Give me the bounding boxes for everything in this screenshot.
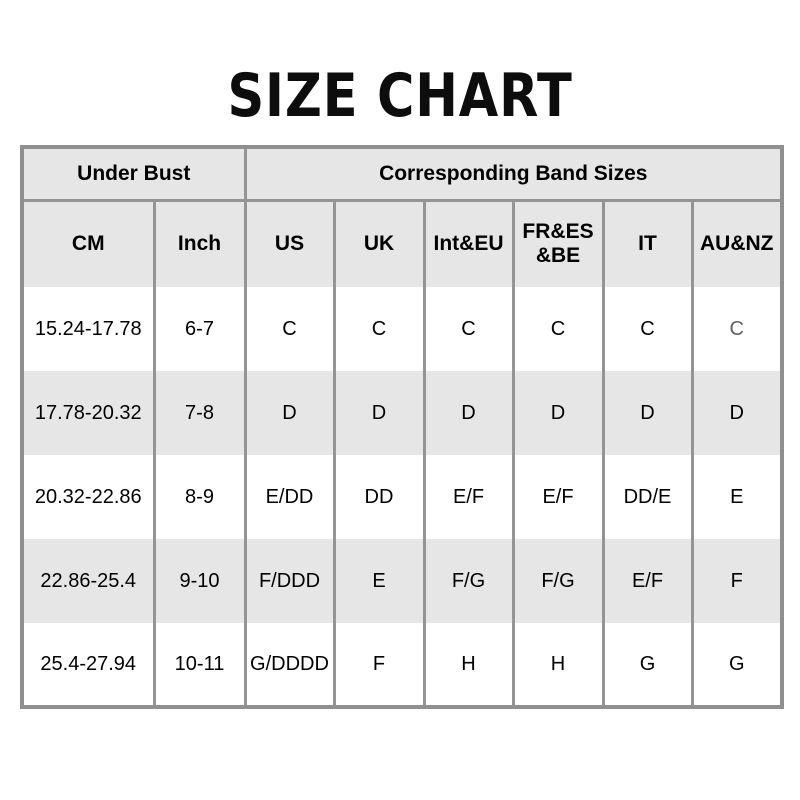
table-row: [22, 455, 782, 539]
table-cell: 15.24-17.78: [22, 287, 154, 371]
table-cell: D: [334, 371, 424, 455]
table-cell: E: [692, 455, 782, 539]
table-cell: DD/E: [603, 455, 692, 539]
table-cell: D: [603, 371, 692, 455]
column-header-int-eu: Int&EU: [424, 200, 513, 287]
table-cell: 25.4-27.94: [22, 623, 154, 707]
table-cell: 6-7: [154, 287, 245, 371]
size-chart-table-wrap: [20, 145, 780, 709]
table-cell: C: [424, 287, 513, 371]
table-cell: 7-8: [154, 371, 245, 455]
group-header-under-bust: Under Bust: [22, 147, 245, 200]
table-cell: C: [603, 287, 692, 371]
table-cell: C: [245, 287, 334, 371]
column-header-it: IT: [603, 200, 692, 287]
column-header-fr-es-be: FR&ES &BE: [513, 200, 603, 287]
page-title-wrap: [0, 0, 800, 131]
table-cell: E/F: [513, 455, 603, 539]
table-cell: H: [424, 623, 513, 707]
table-cell: H: [513, 623, 603, 707]
table-row: [22, 623, 782, 707]
size-chart-table: [20, 145, 784, 709]
table-row: [22, 539, 782, 623]
group-header-row: [22, 147, 782, 200]
table-cell: 10-11: [154, 623, 245, 707]
table-cell: C: [334, 287, 424, 371]
column-header-us: US: [245, 200, 334, 287]
column-header-inch: Inch: [154, 200, 245, 287]
table-cell: F/DDD: [245, 539, 334, 623]
table-cell: D: [513, 371, 603, 455]
table-cell: 22.86-25.4: [22, 539, 154, 623]
table-row: [22, 371, 782, 455]
table-cell: G: [603, 623, 692, 707]
table-cell: G: [692, 623, 782, 707]
table-cell: E/F: [603, 539, 692, 623]
table-cell: F: [692, 539, 782, 623]
table-cell: F/G: [424, 539, 513, 623]
table-cell: D: [424, 371, 513, 455]
table-cell: 17.78-20.32: [22, 371, 154, 455]
table-row: [22, 287, 782, 371]
column-header-row: [22, 200, 782, 287]
table-cell: G/DDDD: [245, 623, 334, 707]
table-cell: 9-10: [154, 539, 245, 623]
table-cell: DD: [334, 455, 424, 539]
table-cell: F: [334, 623, 424, 707]
page-title: SIZE CHART: [227, 61, 573, 131]
table-cell: E/DD: [245, 455, 334, 539]
table-cell: E/F: [424, 455, 513, 539]
table-cell: 20.32-22.86: [22, 455, 154, 539]
table-cell: D: [245, 371, 334, 455]
column-header-au-nz: AU&NZ: [692, 200, 782, 287]
column-header-cm: CM: [22, 200, 154, 287]
table-cell: F/G: [513, 539, 603, 623]
group-header-band-sizes: Corresponding Band Sizes: [245, 147, 782, 200]
table-cell: C: [513, 287, 603, 371]
column-header-uk: UK: [334, 200, 424, 287]
table-cell: E: [334, 539, 424, 623]
table-cell: C: [692, 287, 782, 371]
table-cell: D: [692, 371, 782, 455]
table-cell: 8-9: [154, 455, 245, 539]
